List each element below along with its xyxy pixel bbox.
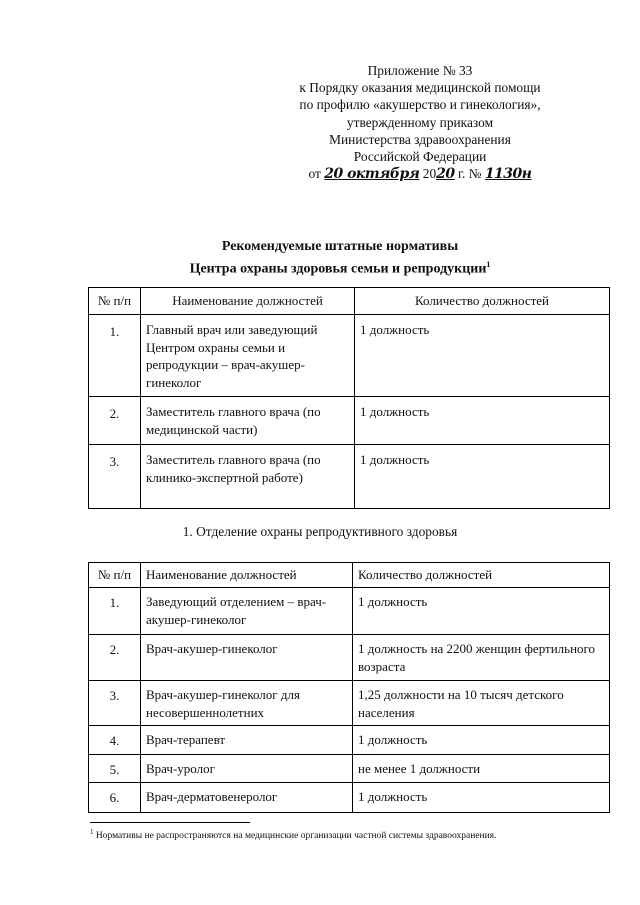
table-header-row — [89, 288, 610, 315]
row-number: 5. — [89, 755, 141, 783]
position-name: Врач-уролог — [141, 755, 353, 783]
section-heading: 1. Отделение охраны репродуктивного здоровья — [182, 524, 458, 539]
footnote-separator — [90, 822, 250, 823]
table-row — [89, 397, 610, 445]
position-quantity: 1 должность — [355, 445, 610, 509]
annex-number: Приложение № 33 — [367, 63, 473, 78]
table-row — [89, 445, 610, 509]
date-prefix: от — [308, 166, 321, 182]
year-prefix: 20 — [422, 166, 437, 182]
header-position: Наименование должностей — [141, 288, 355, 315]
position-quantity: 1 должность — [353, 588, 610, 635]
annex-country: Российской Федерации — [353, 149, 487, 165]
annex-header — [270, 62, 570, 183]
table-row — [89, 588, 610, 635]
position-name: Главный врач или заведующий Центром охраны семьи и репродукции – врач-акушер-гинеколог — [141, 315, 355, 397]
position-name: Заведующий отделением – врач-акушер-гинеколог — [141, 588, 353, 635]
row-number: 3. — [89, 445, 141, 509]
table-row — [89, 726, 610, 755]
annex-profile: по профилю «акушерство и гинекология», — [299, 97, 541, 113]
position-quantity: 1,25 должности на 10 тысяч детского населения — [353, 681, 610, 726]
row-number: 2. — [89, 397, 141, 445]
position-quantity: 1 должность — [355, 315, 610, 397]
annex-approved: утвержденному приказом — [346, 114, 494, 130]
table-header-row — [89, 563, 610, 588]
order-number-label: г. № — [458, 166, 482, 182]
table-row — [89, 755, 610, 783]
footnote-text: Нормативы не распространяются на медицинские организации частной системы здравоохранения. — [95, 831, 497, 842]
row-number: 3. — [89, 681, 141, 726]
handwritten-date: 20 октября — [324, 166, 420, 183]
staffing-table-center — [88, 287, 610, 509]
position-name: Врач-акушер-гинеколог для несовершеннолетних — [141, 681, 353, 726]
table-row — [89, 681, 610, 726]
position-name: Врач-терапевт — [141, 726, 353, 755]
row-number: 6. — [89, 783, 141, 813]
annex-reference: к Порядку оказания медицинской помощи — [299, 80, 541, 96]
header-quantity: Количество должностей — [353, 563, 610, 588]
position-name: Заместитель главного врача (по медицинской части) — [141, 397, 355, 445]
title-line-2 — [60, 256, 620, 279]
title-line-1: Рекомендуемые штатные нормативы — [221, 239, 459, 254]
document-title — [60, 238, 620, 279]
title-line-2-text: Центра охраны здоровья семьи и репродукции — [189, 261, 487, 277]
annex-date-line — [270, 165, 570, 183]
header-position: Наименование должностей — [141, 563, 353, 588]
row-number: 2. — [89, 635, 141, 681]
handwritten-order-number: 1130н — [484, 166, 532, 183]
position-quantity: не менее 1 должности — [353, 755, 610, 783]
row-number: 1. — [89, 315, 141, 397]
table-row — [89, 635, 610, 681]
position-name: Врач-дерматовенеролог — [141, 783, 353, 813]
row-number: 1. — [89, 588, 141, 635]
position-name: Заместитель главного врача (по клинико-экспертной работе) — [141, 445, 355, 509]
row-number: 4. — [89, 726, 141, 755]
footnote — [90, 828, 496, 841]
header-number: № п/п — [89, 288, 141, 315]
table-row — [89, 783, 610, 813]
footnote-marker: 1 — [90, 828, 94, 836]
table-row — [89, 315, 610, 397]
position-quantity: 1 должность — [355, 397, 610, 445]
position-quantity: 1 должность на 2200 женщин фертильного возраста — [353, 635, 610, 681]
header-quantity: Количество должностей — [355, 288, 610, 315]
position-name: Врач-акушер-гинеколог — [141, 635, 353, 681]
footnote-ref: 1 — [486, 260, 491, 269]
position-quantity: 1 должность — [353, 783, 610, 813]
position-quantity: 1 должность — [353, 726, 610, 755]
header-number: № п/п — [89, 563, 141, 588]
staffing-table-department — [88, 562, 610, 813]
annex-ministry: Министерства здравоохранения — [329, 131, 511, 147]
handwritten-year: 20 — [436, 166, 455, 183]
